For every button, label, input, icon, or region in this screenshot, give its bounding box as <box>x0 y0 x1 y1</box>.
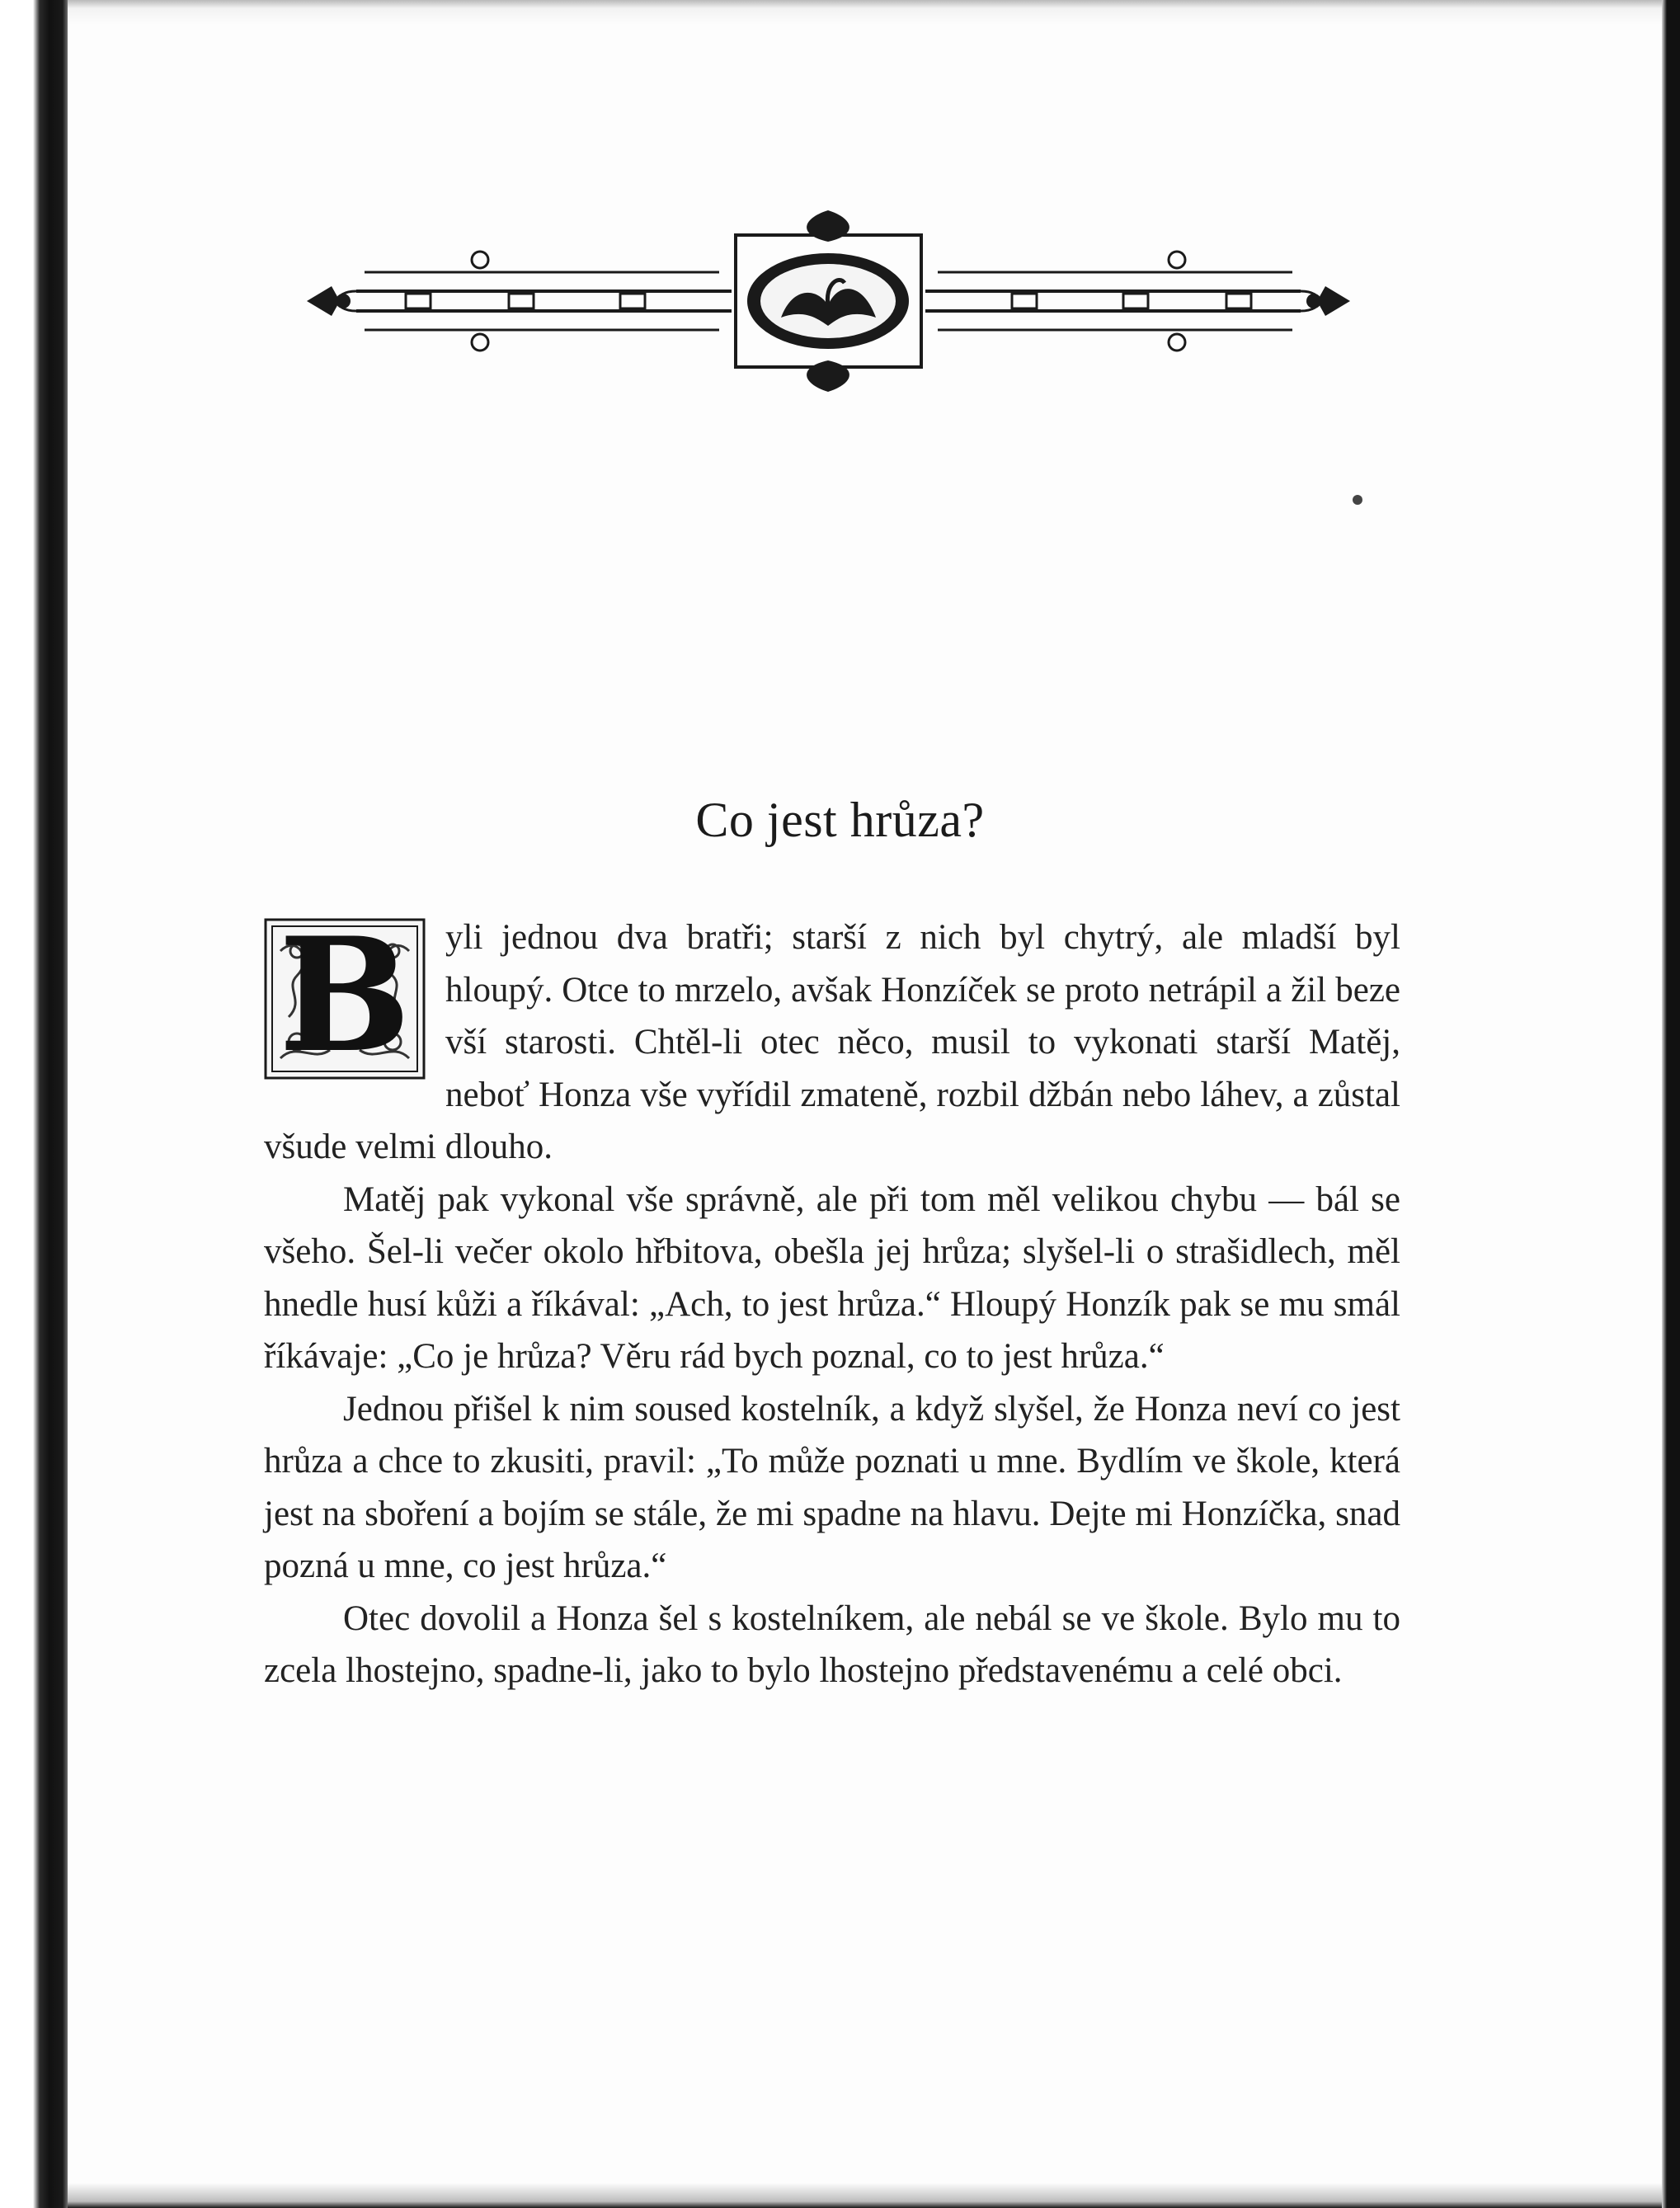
drop-cap-letter: B <box>278 903 412 1087</box>
paragraph: Matěj pak vykonal vše správně, ale při tom měl velikou chybu — bál se všeho. Šel-li večer okolo hřbitova, obešla jej hrůza; slyšel-li o strašidlech, měl hnedle husí kůži a říkával: „Ach, to jest hrůza.“ Hloupý Honzík pak se mu smál říkávaje: „Co je hrůza? Věru rád bych poznal, co to jest hrůza.“ <box>264 1179 1400 1376</box>
scan-bottom-edge <box>68 2183 1662 2208</box>
ink-speck <box>1353 495 1362 505</box>
body-text <box>264 903 1400 1697</box>
page-title: Co jest hrůza? <box>695 793 985 848</box>
paragraph: Jednou přišel k nim soused kostelník, a když slyšel, že Honza neví co jest hrůza a chce to zkusiti, pravil: „To může poznati u mne. Bydlím ve škole, která jest na sboření a bojím se stále, že mi spadne na hlavu. Dejte mi Honzíčka, snad pozná u mne, co jest hrůza.“ <box>264 1389 1400 1585</box>
paragraph-text: yli jednou dva bratři; starší z nich byl chytrý, ale mladší byl hloupý. Otce to mrzelo, avšak Honzíček se proto netrápil a žil beze vší starosti. Chtěl-li otec něco, musil to vykonati starší Matěj, neboť Honza vše vyřídil zmateně, rozbil džbán nebo láhev, a zůstal všude velmi dlouho. <box>264 918 1400 1166</box>
paragraph: Otec dovolil a Honza šel s kostelníkem, ale nebál se ve škole. Bylo mu to zcela lhostejno, spadne-li, jako to bylo lhostejno představenému a celé obci. <box>264 1598 1400 1690</box>
scan-right-edge <box>1662 0 1680 2208</box>
decorated-initial <box>264 903 426 1087</box>
swan-headpiece-ornament-icon <box>307 194 1350 408</box>
scan-left-edge <box>0 0 68 2208</box>
paragraph <box>264 903 1400 1174</box>
scan-top-edge <box>68 0 1662 25</box>
